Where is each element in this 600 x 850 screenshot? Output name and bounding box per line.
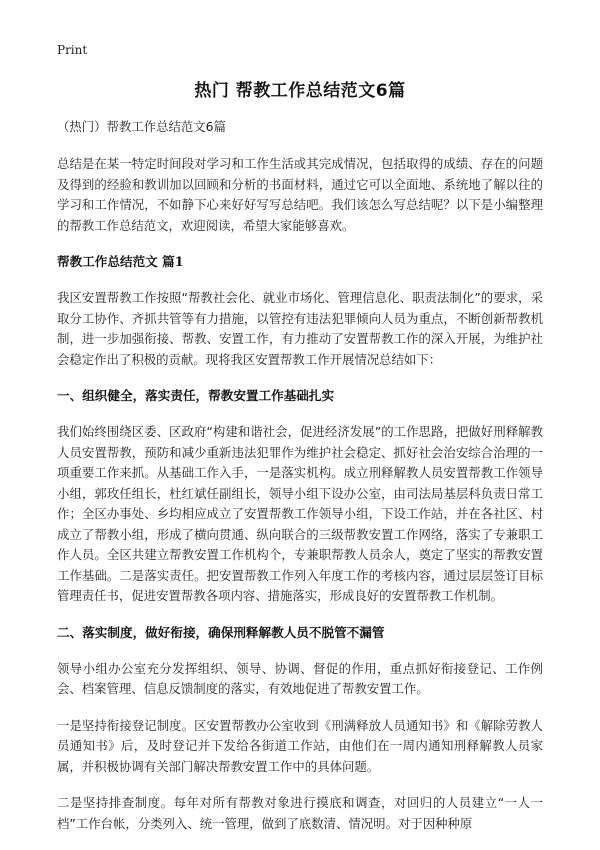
subsection-paragraph-1: 我们始终围绕区委、区政府“构建和谐社会，促进经济发展”的工作思路，把做好刑释解教人员安置帮教，预防和减少重新违法犯罪作为维护社会稳定、抓好社会治安综合治理的一项重要工作来抓。从基础工作入手，一是落实机构。成立刑释解教人员安置帮教工作领导小组，郭玫任组长，杜红斌任副组长，领导小组下设办公室，由司法局基层科负责日常工作；全区办事处、乡均相应成立了安置帮教工作领导小组，下设工作站，并在各社区、村成立了帮教小组，形成了横向贯通、纵向联合的三级帮教安置工作网络，落实了专兼职工作人员。全区共建立帮教安置工作机构个，专兼职帮教人员余人，奠定了坚实的帮教安置工作基础。二是落实责任。把安置帮教工作列入年度工作的考核内容，通过层层签订目标管理责任书，促进安置帮教各项内容、措施落实，形成良好的安置帮教工作机制。 xyxy=(57,424,543,603)
print-label[interactable]: Print xyxy=(57,43,88,57)
article-subtitle: （热门）帮教工作总结范文6篇 xyxy=(57,119,226,134)
subsection-paragraph-4: 二是坚持排查制度。每年对所有帮教对象进行摸底和调查，对回归的人员建立“一人一档”工作台帐，分类列入、统一管理，做到了底数清、情况明。对于因种种原 xyxy=(57,795,543,831)
subsection-heading-2: 二、落实制度，做好衔接，确保刑释解教人员不脱管不漏管 xyxy=(57,624,385,640)
intro-paragraph: 总结是在某一特定时间段对学习和工作生活或其完成情况，包括取得的成绩、存在的问题及得到的经验和教训加以回顾和分析的书面材料，通过它可以全面地、系统地了解以往的学习和工作情况，不如静下心来好好写写总结吧。我们该怎么写总结呢？以下是小编整理的帮教工作总结范文，欢迎阅读，希望大家能够喜欢。 xyxy=(57,156,543,233)
section-paragraph: 我区安置帮教工作按照“帮教社会化、就业市场化、管理信息化、职责法制化”的要求，采取分工协作、齐抓共管等有力措施，以管控有违法犯罪倾向人员为重点，不断创新帮教机制，进一步加强衔接、帮教、安置工作，有力推动了安置帮教工作的深入开展，为维护社会稳定作出了积极的贡献。现将我区安置帮教工作开展情况总结如下： xyxy=(57,290,543,367)
page-title: 热门 帮教工作总结范文6篇 xyxy=(194,81,406,101)
subsection-heading-1: 一、组织健全，落实责任，帮教安置工作基础扎实 xyxy=(57,388,335,403)
subsection-paragraph-2: 领导小组办公室充分发挥组织、领导、协调、督促的作用，重点抓好衔接登记、工作例会、档案管理、信息反馈制度的落实，有效地促进了帮教安置工作。 xyxy=(57,660,543,696)
article-body xyxy=(57,117,543,850)
section-heading: 帮教工作总结范文 篇1 xyxy=(57,254,184,269)
subsection-paragraph-3: 一是坚持衔接登记制度。区安置帮教办公室收到《刑满释放人员通知书》和《解除劳教人员通知书》后，及时登记并下发给各街道工作站，由他们在一周内通知刑释解教人员家属，并积极协调有关部门解决帮教安置工作中的具体问题。 xyxy=(57,717,543,774)
